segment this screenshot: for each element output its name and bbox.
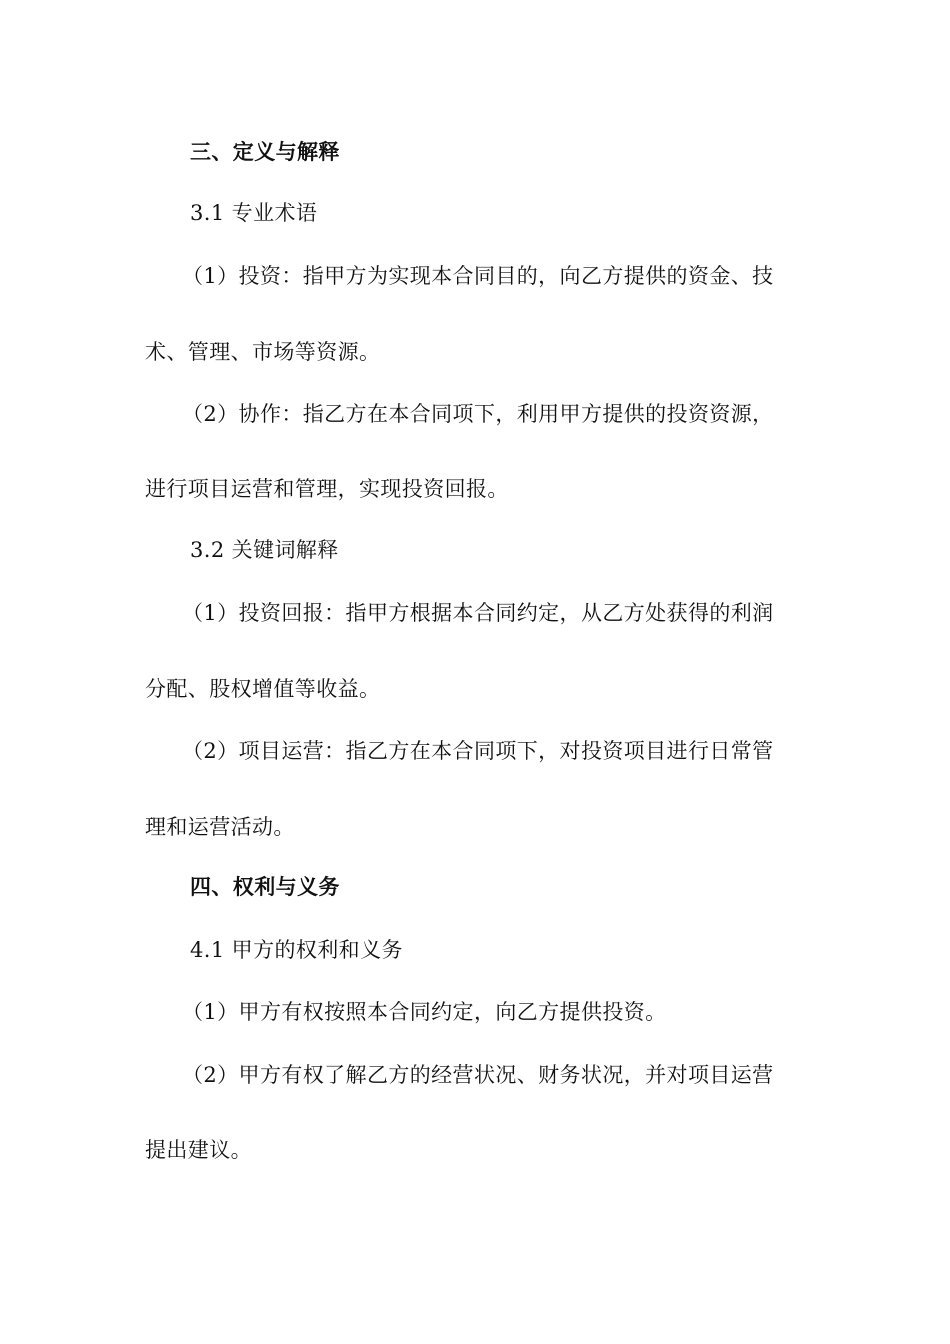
subsection-3-1-title: 3.1 专业术语 (190, 201, 318, 225)
subsection-3-2-title: 3.2 关键词解释 (190, 538, 339, 562)
paragraph-3-1-1-line-1: （1）投资：指甲方为实现本合同目的，向乙方提供的资金、技 (182, 264, 774, 288)
section-3-heading: 三、定义与解释 (190, 139, 340, 164)
paragraph-3-1-2-line-2: 进行项目运营和管理，实现投资回报。 (145, 477, 509, 501)
paragraph-4-1-2-line-1: （2）甲方有权了解乙方的经营状况、财务状况，并对项目运营 (182, 1063, 774, 1087)
paragraph-4-1-1-line-1: （1）甲方有权按照本合同约定，向乙方提供投资。 (182, 1000, 667, 1024)
paragraph-3-1-1-line-2: 术、管理、市场等资源。 (145, 340, 381, 364)
section-4-heading: 四、权利与义务 (190, 874, 340, 899)
paragraph-3-2-2-line-2: 理和运营活动。 (145, 815, 295, 839)
paragraph-3-2-1-line-2: 分配、股权增值等收益。 (145, 677, 381, 701)
paragraph-3-2-1-line-1: （1）投资回报：指甲方根据本合同约定，从乙方处获得的利润 (182, 601, 774, 625)
paragraph-3-2-2-line-1: （2）项目运营：指乙方在本合同项下，对投资项目进行日常管 (182, 739, 774, 763)
subsection-4-1-title: 4.1 甲方的权利和义务 (190, 938, 403, 962)
paragraph-4-1-2-line-2: 提出建议。 (145, 1138, 252, 1162)
paragraph-3-1-2-line-1: （2）协作：指乙方在本合同项下，利用甲方提供的投资资源， (182, 402, 774, 426)
